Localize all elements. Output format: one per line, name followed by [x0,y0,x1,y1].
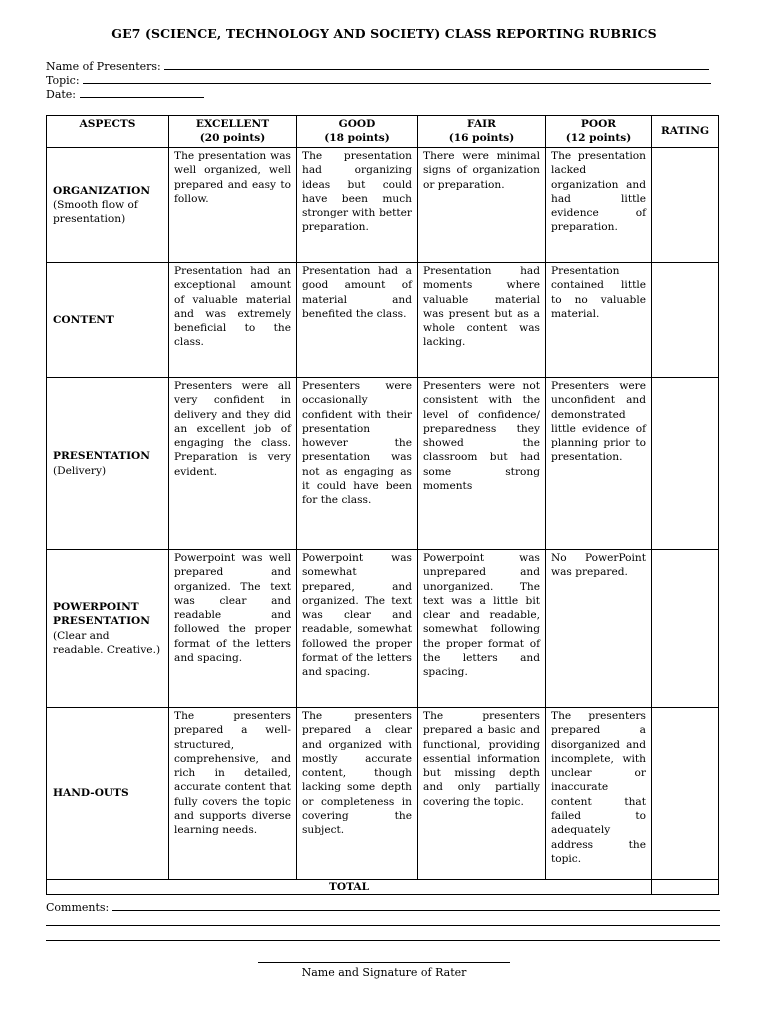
fair-cell: Powerpoint was unprepared and unorganized. The text was a little bit clear and readable, somewhat following the proper format of the letters and spacing. [418,550,546,708]
rating-cell[interactable] [652,378,719,550]
aspect-cell: PRESENTATION (Delivery) [47,378,169,550]
header-rating: RATING [652,116,719,148]
excellent-cell: The presentation was well organized, well prepared and easy to follow. [169,148,297,263]
comments-line[interactable] [112,910,720,911]
date-input-line[interactable] [80,86,204,98]
excellent-cell: Presentation had an exceptional amount of valuable material and was extremely beneficial to the class. [169,263,297,378]
signature-label: Name and Signature of Rater [301,966,467,979]
fair-cell: Presentation had moments where valuable material was present but as a whole content was lacking. [418,263,546,378]
good-cell: The presentation had organizing ideas but could have been much stronger with better preparation. [297,148,418,263]
aspect-cell: HAND-OUTS [47,708,169,880]
fair-cell: The presenters prepared a basic and functional, providing essential information but missing depth and only partially covering the topic. [418,708,546,880]
header-good: GOOD (18 points) [297,116,418,148]
poor-cell: The presentation lacked organization and had little evidence of preparation. [546,148,652,263]
aspect-cell: ORGANIZATION (Smooth flow of presentation) [47,148,169,263]
poor-cell: Presenters were unconfident and demonstrated little evidence of planning prior to presentation. [546,378,652,550]
presenters-input-line[interactable] [164,58,709,70]
total-rating-cell[interactable] [652,880,719,895]
rating-cell[interactable] [652,550,719,708]
poor-cell: The presenters prepared a disorganized and incomplete, with unclear or inaccurate content that failed to adequately address the topic. [546,708,652,880]
topic-label: Topic: [46,74,80,87]
comments-line[interactable] [46,940,720,941]
excellent-cell: The presenters prepared a well-structured, comprehensive, and rich in detailed, accurate content that fully covers the topic and supports diverse learning needs. [169,708,297,880]
header-excellent: EXCELLENT (20 points) [169,116,297,148]
topic-field [46,72,711,86]
header-row [47,116,719,148]
total-row [47,880,719,895]
signature-line[interactable] [258,962,510,963]
table-row [47,550,719,708]
rating-cell[interactable] [652,708,719,880]
rating-cell[interactable] [652,263,719,378]
comments-line[interactable] [46,925,720,926]
table-row [47,378,719,550]
table-row [47,148,719,263]
good-cell: The presenters prepared a clear and organized with mostly accurate content, though lacking some depth or completeness in covering the subject. [297,708,418,880]
aspect-cell: CONTENT [47,263,169,378]
table-row [47,263,719,378]
date-label: Date: [46,88,77,101]
poor-cell: Presentation contained little to no valuable material. [546,263,652,378]
excellent-cell: Presenters were all very confident in delivery and they did an excellent job of engaging the class. Preparation is very evident. [169,378,297,550]
table-row [47,708,719,880]
aspect-cell: POWERPOINT PRESENTATION (Clear and readable. Creative.) [47,550,169,708]
total-label: TOTAL [47,880,652,895]
date-field [46,86,204,100]
rating-cell[interactable] [652,148,719,263]
fair-cell: Presenters were not consistent with the level of confidence/ preparedness they showed the classroom but had some strong moments [418,378,546,550]
topic-input-line[interactable] [83,72,711,84]
excellent-cell: Powerpoint was well prepared and organized. The text was clear and readable and followed the proper format of the letters and spacing. [169,550,297,708]
document-title: GE7 (SCIENCE, TECHNOLOGY AND SOCIETY) CLASS REPORTING RUBRICS [111,26,657,41]
comments-label: Comments: [46,901,110,914]
good-cell: Presenters were occasionally confident with their presentation however the presentation was not as engaging as it could have been for the class. [297,378,418,550]
header-aspects: ASPECTS [47,116,169,148]
fair-cell: There were minimal signs of organization or preparation. [418,148,546,263]
header-fair: FAIR (16 points) [418,116,546,148]
header-poor: POOR (12 points) [546,116,652,148]
good-cell: Powerpoint was somewhat prepared, and organized. The text was clear and readable, somewhat followed the proper format of the letters and spacing. [297,550,418,708]
good-cell: Presentation had a good amount of material and benefited the class. [297,263,418,378]
presenters-field [46,58,709,72]
presenters-label: Name of Presenters: [46,60,161,73]
rubric-table [46,115,719,895]
poor-cell: No PowerPoint was prepared. [546,550,652,708]
